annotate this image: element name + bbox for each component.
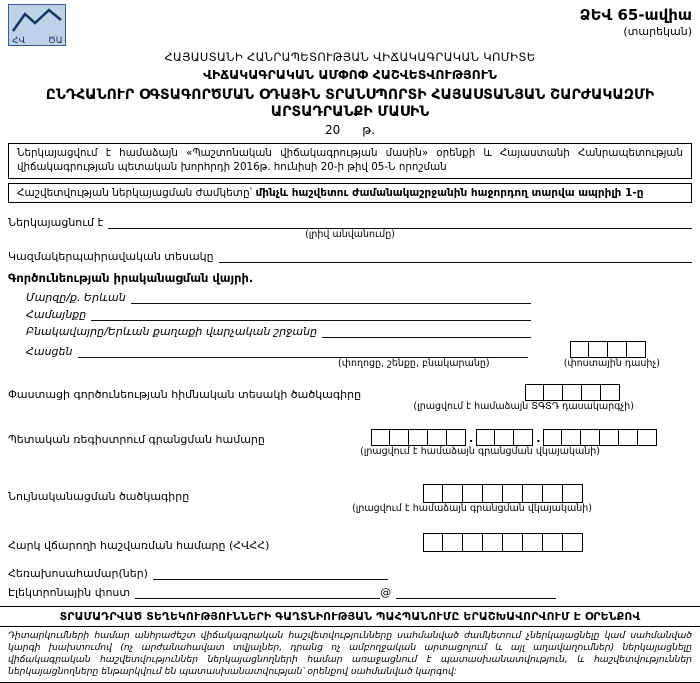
phone-input[interactable] [153, 566, 388, 580]
address-label: Հասցեն [26, 344, 73, 358]
digit-cell[interactable] [483, 533, 503, 552]
activity-hint-row [8, 401, 692, 413]
register-number-hint: (լրացվում է համաձայն գրանցման վկայականի) [360, 445, 600, 457]
deadline-value: մինչև հաշվետու ժամանակաշրջանին հաջորդող տարվա ապրիլի 1-ը [255, 186, 644, 199]
activity-code-hint: (լրացվում է համաձայն ՏԳՏԴ դասակարգչի) [413, 400, 634, 412]
digit-cell[interactable] [463, 484, 483, 503]
form-header [8, 4, 692, 48]
digit-cell[interactable] [371, 429, 390, 446]
digit-cell[interactable] [463, 533, 483, 552]
region-row [26, 290, 531, 304]
tin-cells[interactable] [423, 533, 583, 552]
digit-cell[interactable] [523, 484, 543, 503]
tin-row [8, 533, 692, 552]
phone-label: Հեռախոսահամար(ներ) [8, 566, 148, 580]
identification-hint: (լրացվում է համաձայն գրանցման վկայականի) [352, 502, 592, 514]
settlement-row [26, 324, 531, 338]
digit-cell[interactable] [495, 429, 514, 446]
tin-label: Հարկ վճարողի հաշվառման համարը (ՀՎՀՀ) [8, 538, 270, 552]
digit-cell[interactable] [443, 533, 463, 552]
deadline-note [8, 183, 692, 203]
digit-cell[interactable] [544, 384, 563, 401]
presenter-label: Ներկայացնում է [8, 215, 104, 229]
digit-cell[interactable] [409, 429, 428, 446]
presenter-hint: (լրիվ անվանումը) [305, 228, 395, 240]
digit-cell[interactable] [390, 429, 409, 446]
digit-cell[interactable] [543, 484, 563, 503]
register-number-cells [371, 429, 657, 446]
phone-row [8, 566, 692, 580]
digit-cell[interactable] [638, 429, 657, 446]
digit-cell[interactable] [543, 533, 563, 552]
committee-name: ՀԱՅԱՍՏԱՆԻ ՀԱՆՐԱՊԵՏՈՒԹՅԱՆ ՎԻՃԱԿԱԳՐԱԿԱՆ ԿՈՄԻՏԵ [164, 50, 536, 64]
community-row [26, 307, 531, 321]
year-prefix: 20 [325, 123, 341, 137]
register-separator: . [536, 431, 541, 445]
logo-letters-right: ԾԱ [48, 36, 63, 46]
report-title-line2: ԱՐՏԱԴՐԱՆՔԻ ՄԱՍԻՆ [270, 104, 430, 120]
digit-cell[interactable] [627, 341, 646, 358]
form-titles [8, 50, 692, 137]
deadline-label: Հաշվետվության ներկայացման ժամկետը՝ [17, 186, 253, 199]
register-number-row [8, 429, 692, 446]
legal-type-row [8, 249, 692, 263]
address-hints-row [8, 358, 692, 370]
register-group-2[interactable] [476, 429, 533, 446]
form-code-block [580, 4, 692, 38]
digit-cell[interactable] [589, 341, 608, 358]
address-input[interactable] [78, 344, 529, 358]
settlement-label: Բնակավայրը/Երևան քաղաքի վարչական շրջանը [26, 324, 318, 338]
identification-label: Նույնականացման ծածկագիրը [8, 489, 190, 503]
form-code: ՁԵՎ 65-ավիա [579, 6, 692, 24]
presenter-input[interactable] [108, 215, 692, 229]
digit-cell[interactable] [483, 484, 503, 503]
legal-type-input[interactable] [219, 249, 692, 263]
community-label: Համայնքը [26, 307, 87, 321]
digit-cell[interactable] [525, 384, 544, 401]
digit-cell[interactable] [423, 533, 443, 552]
digit-cell[interactable] [447, 429, 466, 446]
digit-cell[interactable] [443, 484, 463, 503]
activity-code-label: Փաստացի գործունեության հիմնական տեսակի ծածկագիրը [8, 387, 362, 401]
digit-cell[interactable] [600, 429, 619, 446]
presenter-row [8, 215, 692, 229]
report-kind: ՎԻՃԱԿԱԳՐԱԿԱՆ ԱՄՓՈՓ ՀԱՇՎԵՏՎՈՒԹՅՈՒՆ [203, 67, 497, 82]
presenter-hint-row [8, 229, 692, 241]
legal-basis-note: Ներկայացվում է համաձայն «Պաշտոնական վիճակագրության մասին» օրենքի և Հայաստանի Հանրապետության վիճակագրության պետական խորհրդի 2016թ. հունիսի 20-ի թիվ 05-Ն որոշման [8, 143, 692, 179]
identification-hint-row [8, 503, 692, 515]
register-number-label: Պետական ռեգիստրում գրանցման համարը [8, 432, 265, 446]
digit-cell[interactable] [562, 429, 581, 446]
email-row [8, 585, 692, 599]
report-year [8, 123, 692, 137]
register-separator: . [469, 431, 474, 445]
register-group-3[interactable] [543, 429, 657, 446]
digit-cell[interactable] [514, 429, 533, 446]
postal-code-cells[interactable] [570, 341, 646, 358]
location-section-header: Գործունեության իրականացման վայրի. [8, 270, 254, 285]
armstat-logo [8, 4, 66, 46]
year-suffix: թ. [362, 123, 375, 137]
digit-cell[interactable] [503, 484, 523, 503]
legal-type-label: Կազմակերպաիրավական տեսակը [8, 249, 214, 263]
email-at-sign: @ [380, 585, 392, 599]
confidentiality-statement: ՏՐԱՄԱԴՐՎԱԾ ՏԵՂԵԿՈՒԹՅՈՒՆՆԵՐԻ ԳԱՂՏՆԻՈՒԹՅԱՆ ՊԱՀՊԱՆՈՒՄԸ ԵՐԱՇԽԱՎՈՐՎՈՒՄ Է ՕՐԵՆՔՈՎ [0, 606, 700, 627]
report-title-line1: ԸՆԴՀԱՆՈՒՐ ՕԳՏԱԳՈՐԾՄԱՆ ՕԴԱՅԻՆ ՏՐԱՆՍՊՈՐՏԻ ՀԱՅԱՍՏԱՆՅԱՆ ՇԱՐԺԱԿԱԶՄԻ [45, 87, 655, 103]
digit-cell[interactable] [619, 429, 638, 446]
address-row [26, 341, 692, 358]
digit-cell[interactable] [523, 533, 543, 552]
liability-note: Դիտարկումների համար անհրաժեշտ վիճակագրական հաշվետվությունները սահմանված ժամկետում չներկայացնելը կամ սահմանված կարգի խախտումով (ոչ արժանահավատ տվյալներ, դրանց ոչ ամբողջական արտացոլում և այլ աղավաղումներ) ներկայացնելը վիճակագրական հաշվետվություններ ներկայացնողների համար առաջացնում է պատասխանատվություն, և հաշվետվություններ ներկայացնողները ենթարկվում են պատասխանատվության՝ օրենքով սահմանված կարգով: [0, 627, 700, 683]
region-input[interactable] [131, 290, 531, 304]
identification-cells[interactable] [423, 484, 583, 503]
email-domain-input[interactable] [396, 585, 556, 599]
settlement-input[interactable] [322, 324, 531, 338]
form-footer [0, 606, 700, 683]
digit-cell[interactable] [570, 341, 589, 358]
digit-cell[interactable] [563, 484, 583, 503]
community-input[interactable] [91, 307, 531, 321]
identification-row [8, 484, 692, 503]
logo-letters-left: ՀՎ [12, 36, 26, 46]
email-local-input[interactable] [135, 585, 380, 599]
activity-code-cells[interactable] [525, 384, 620, 401]
digit-cell[interactable] [581, 429, 600, 446]
region-label: Մարզը/ք. Երևան [26, 290, 126, 304]
address-hint: (փողոցը, շենքը, բնակարանը) [338, 357, 490, 369]
digit-cell[interactable] [563, 533, 583, 552]
digit-cell[interactable] [423, 484, 443, 503]
digit-cell[interactable] [563, 384, 582, 401]
register-hint-row [8, 446, 692, 458]
register-group-1[interactable] [371, 429, 466, 446]
postal-code-hint: (փոստային դասիչ) [563, 357, 660, 369]
digit-cell[interactable] [428, 429, 447, 446]
digit-cell[interactable] [543, 429, 562, 446]
digit-cell[interactable] [476, 429, 495, 446]
digit-cell[interactable] [582, 384, 601, 401]
digit-cell[interactable] [608, 341, 627, 358]
email-label: Էլեկտրոնային փոստ [8, 585, 131, 599]
digit-cell[interactable] [503, 533, 523, 552]
form-periodicity: (տարեկան) [623, 25, 692, 38]
digit-cell[interactable] [601, 384, 620, 401]
activity-code-row [8, 384, 692, 401]
